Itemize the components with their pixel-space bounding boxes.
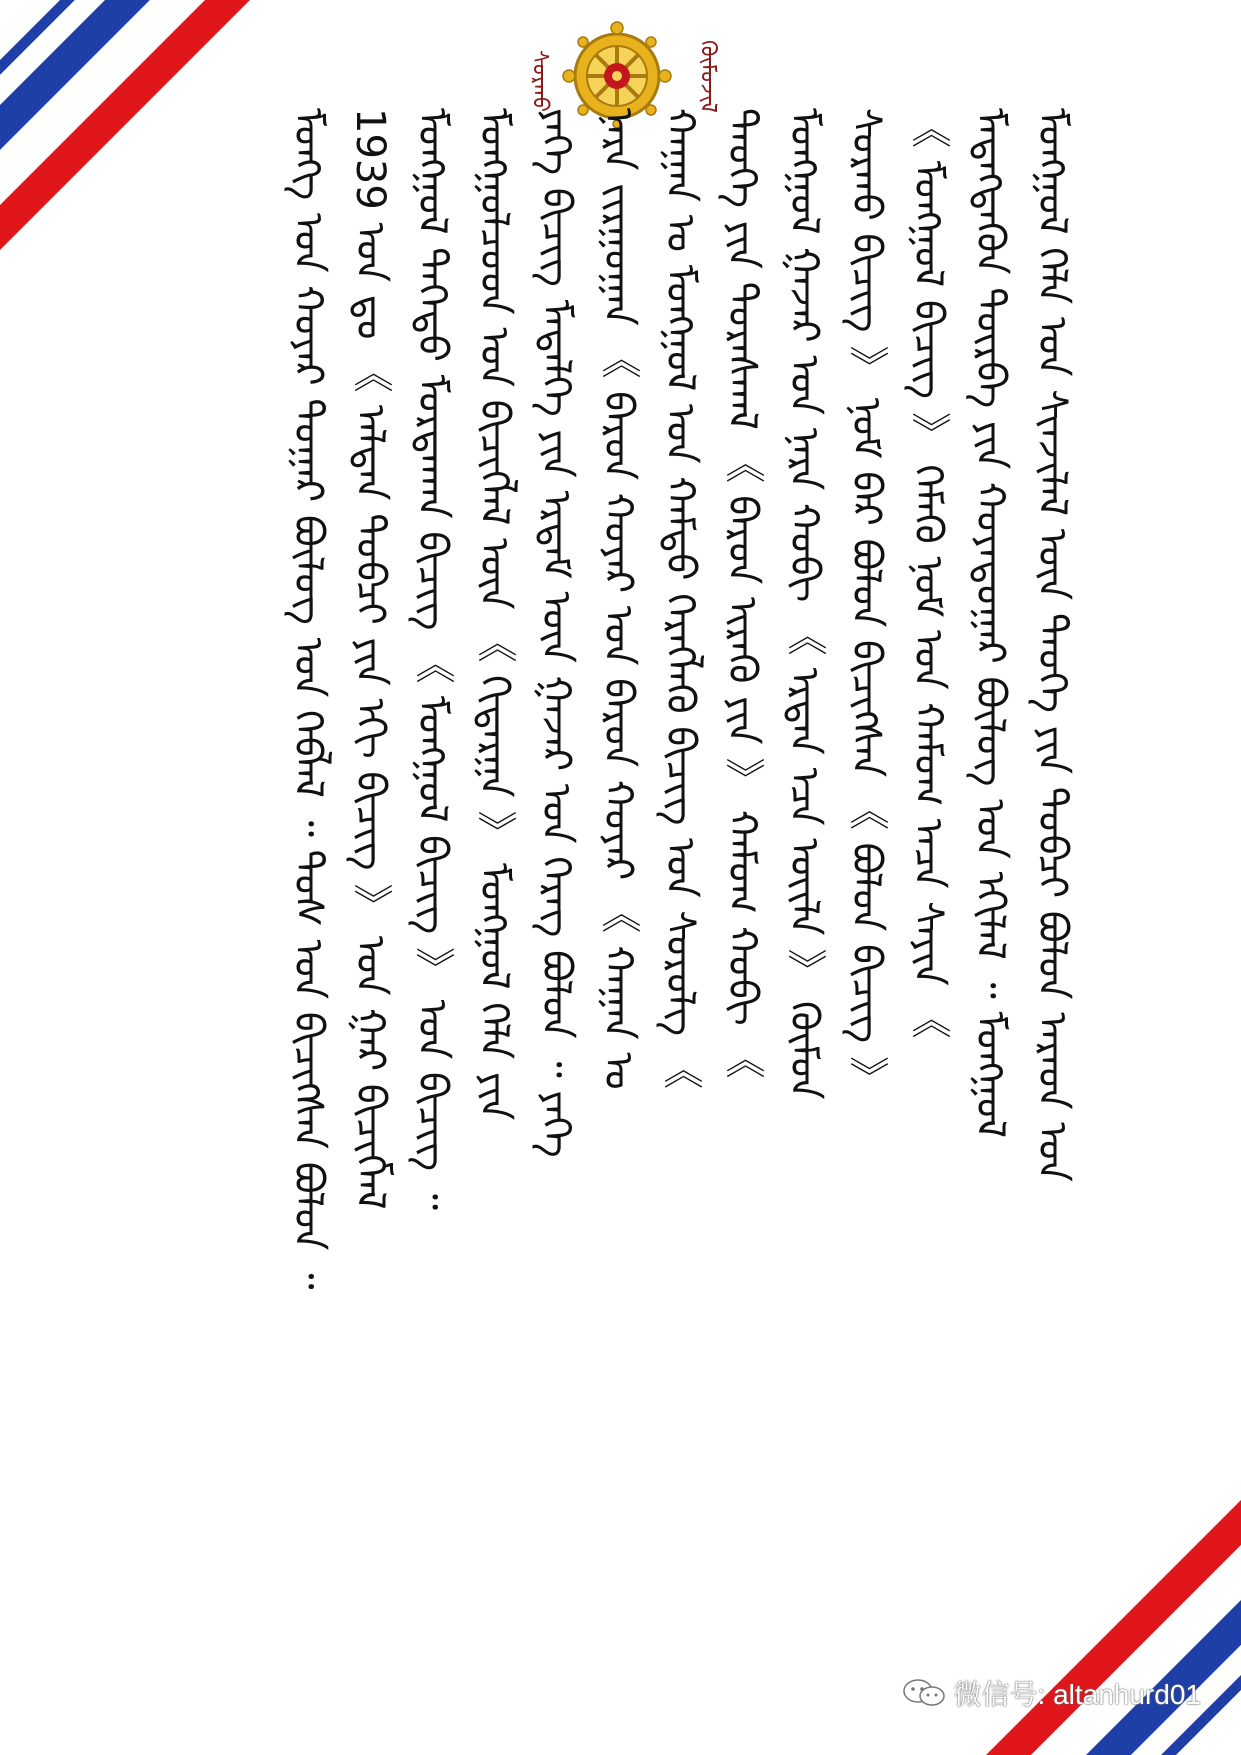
text-column: ᠬᠠᠭᠠᠨ ᠤ ᠮᠣᠩᠭᠣᠯ ᠤᠨ ᠬᠠᠮᠲᠤ ᠬᠡᠷᠡᠭᠯᠡᠬᠦ ᠪᠢᠴᠢᠭ ᠤᠨ ᠰᠤᠷᠤᠯᠭ 《	[657, 108, 703, 1089]
watermark-text: 微信号: altanhurd01	[953, 1679, 1201, 1710]
wechat-icon	[902, 1677, 946, 1709]
text-column: ᠰᠤᠷᠬᠤ ᠪᠢᠴᠢᠭ 》 ᠨᠣᠮ ᠪᠠᠷ ᠪᠤᠯᠤᠨ ᠪᠢᠴᠢᠭᠰᠡᠨ 《 ᠪᠤᠯᠤᠨ ᠪᠢᠴᠢᠭ 》	[843, 108, 889, 1096]
emblem-right-label: ᠬᠦᠮᠦᠵᠢᠯ	[695, 40, 720, 113]
text-column: ᠮᠣᠩᠭᠣᠯ ᠭᠠᠵᠠᠷ ᠤᠨ ᠨᠡᠷᠡ ᠬᠤᠪᠢ 《 ᠡᠷᠲᠡᠨ ᠡᠴᠡ ᠦᠢᠯᠡ 》 ᠬᠦᠮᠦᠨ	[781, 108, 827, 1100]
text-column: ᠲᠡᠦᠬᠡ ᠶᠢᠨ ᠳᠤᠷᠠᠰᠬᠠᠯ 《 ᠪᠠᠷᠤᠨ ᠢᠷᠡᠬᠦ ᠶᠢᠨ 》 ᠬᠠᠮᠤᠭ ᠬᠤᠪᠢ 《	[719, 108, 765, 1079]
text-column: ᠮᠣᠩᠭᠣᠯ ᠳᠡᠭᠡᠳᠦ ᠮᠤᠷᠳᠠᠬᠠᠨ ᠪᠢᠴᠢᠭ 《 ᠮᠣᠩᠭᠣᠯ ᠪᠢᠴᠢᠭ 》 ᠤᠨ ᠪᠢᠴᠢᠭ ᠃	[409, 108, 455, 1211]
wechat-watermark	[902, 1673, 1201, 1713]
text-column: ᠮᠣᠩᠭᠣᠯ ᠬᠡᠯᠡ ᠤᠨ ᠰᠢᠨᠵᠢᠯᠡᠯ ᠦᠨ ᠲᠡᠦᠬᠡ ᠶᠢᠨ ᠲᠣᠪᠴᠢ ᠪᠣᠯᠤᠨ ᠠᠷᠠᠳ ᠤᠨ	[1029, 108, 1075, 1182]
text-column: ᠶᠡᠬᠡ ᠪᠢᠴᠢᠭ ᠮᠡᠳᠡᠯᠭᠡ ᠶᠢᠨ ᠡᠷᠳᠡᠮ ᠦᠨ ᠭᠠᠵᠠᠷ ᠤᠨ ᠬᠡᠷᠡᠭ ᠪᠣᠯᠣᠨ ᠃ ᠶᠡᠬᠡ	[533, 108, 579, 1158]
text-column: ᠮᠤᠩᠭ ᠤᠨ ᠬᠣᠶᠠᠷ ᠳᠤᠭᠠᠷ ᠪᠦᠯᠦᠭ ᠤᠨ ᠬᠡᠪᠯᠡᠯ ᠃ ᠲᠤᠰ ᠤᠨ ᠪᠢᠴᠢᠭᠰᠡᠨ ᠪᠣᠯᠤᠨ ᠃	[285, 108, 331, 1290]
text-column: 《 ᠮᠣᠩᠭᠣᠯ ᠪᠢᠴᠢᠭ 》 ᠬᠡᠮᠡᠬᠦ ᠨᠣᠮ ᠤᠨ ᠬᠠᠮᠤᠭ ᠠᠴᠠ ᠰᠠᠶᠢᠨ 《	[905, 108, 951, 1039]
text-column: ᠮᠣᠩᠭᠣᠯᠴᠤᠳ ᠤᠨ ᠪᠢᠴᠢᠭᠯᠡᠯ ᠦᠨ 《 ᠬᠢᠳᠠᠷᠭᠠ 》 ᠮᠣᠩᠭᠣᠯ ᠬᠡᠯᠡ ᠶᠢᠨ	[471, 108, 517, 1121]
text-column: ᠮᠡᠳᠡᠭᠳᠡᠬᠦᠨ ᠳᠦᠷᠪᠡ ᠶᠢᠨ ᠬᠣᠶᠠᠳᠤᠭᠠᠷ ᠪᠦᠯᠦᠭ ᠤᠨ ᠡᠬᠢᠯᠡᠯ ᠃ ᠮᠣᠩᠭᠣᠯ	[967, 108, 1013, 1139]
top-left-ribbon	[0, 0, 250, 250]
text-column: ᠨᠡᠷᠡ ᠵᠢᠷᠭᠤᠭᠠᠨ 《 ᠪᠠᠷᠤᠨ ᠬᠣᠶᠠᠷ ᠤᠨ ᠪᠠᠷᠤᠨ ᠬᠣᠶᠠᠷ 《 ᠬᠠᠭᠠᠨ ᠤ	[595, 108, 641, 1090]
emblem-left-label: ᠰᠤᠷᠬᠤ	[527, 50, 552, 112]
text-columns	[284, 108, 1076, 1668]
text-column: 1939 ᠣᠨ ᠳᠤ 《 ᠠᠯᠲᠠᠨ ᠲᠣᠪᠴᠢ ᠶᠢᠨ ᠡᠬᠢ ᠪᠢᠴᠢᠭ 》 ᠤᠨ ᠭᠠᠷ ᠪᠢᠴᠢᠭᠮᠡᠯ	[347, 108, 393, 1210]
